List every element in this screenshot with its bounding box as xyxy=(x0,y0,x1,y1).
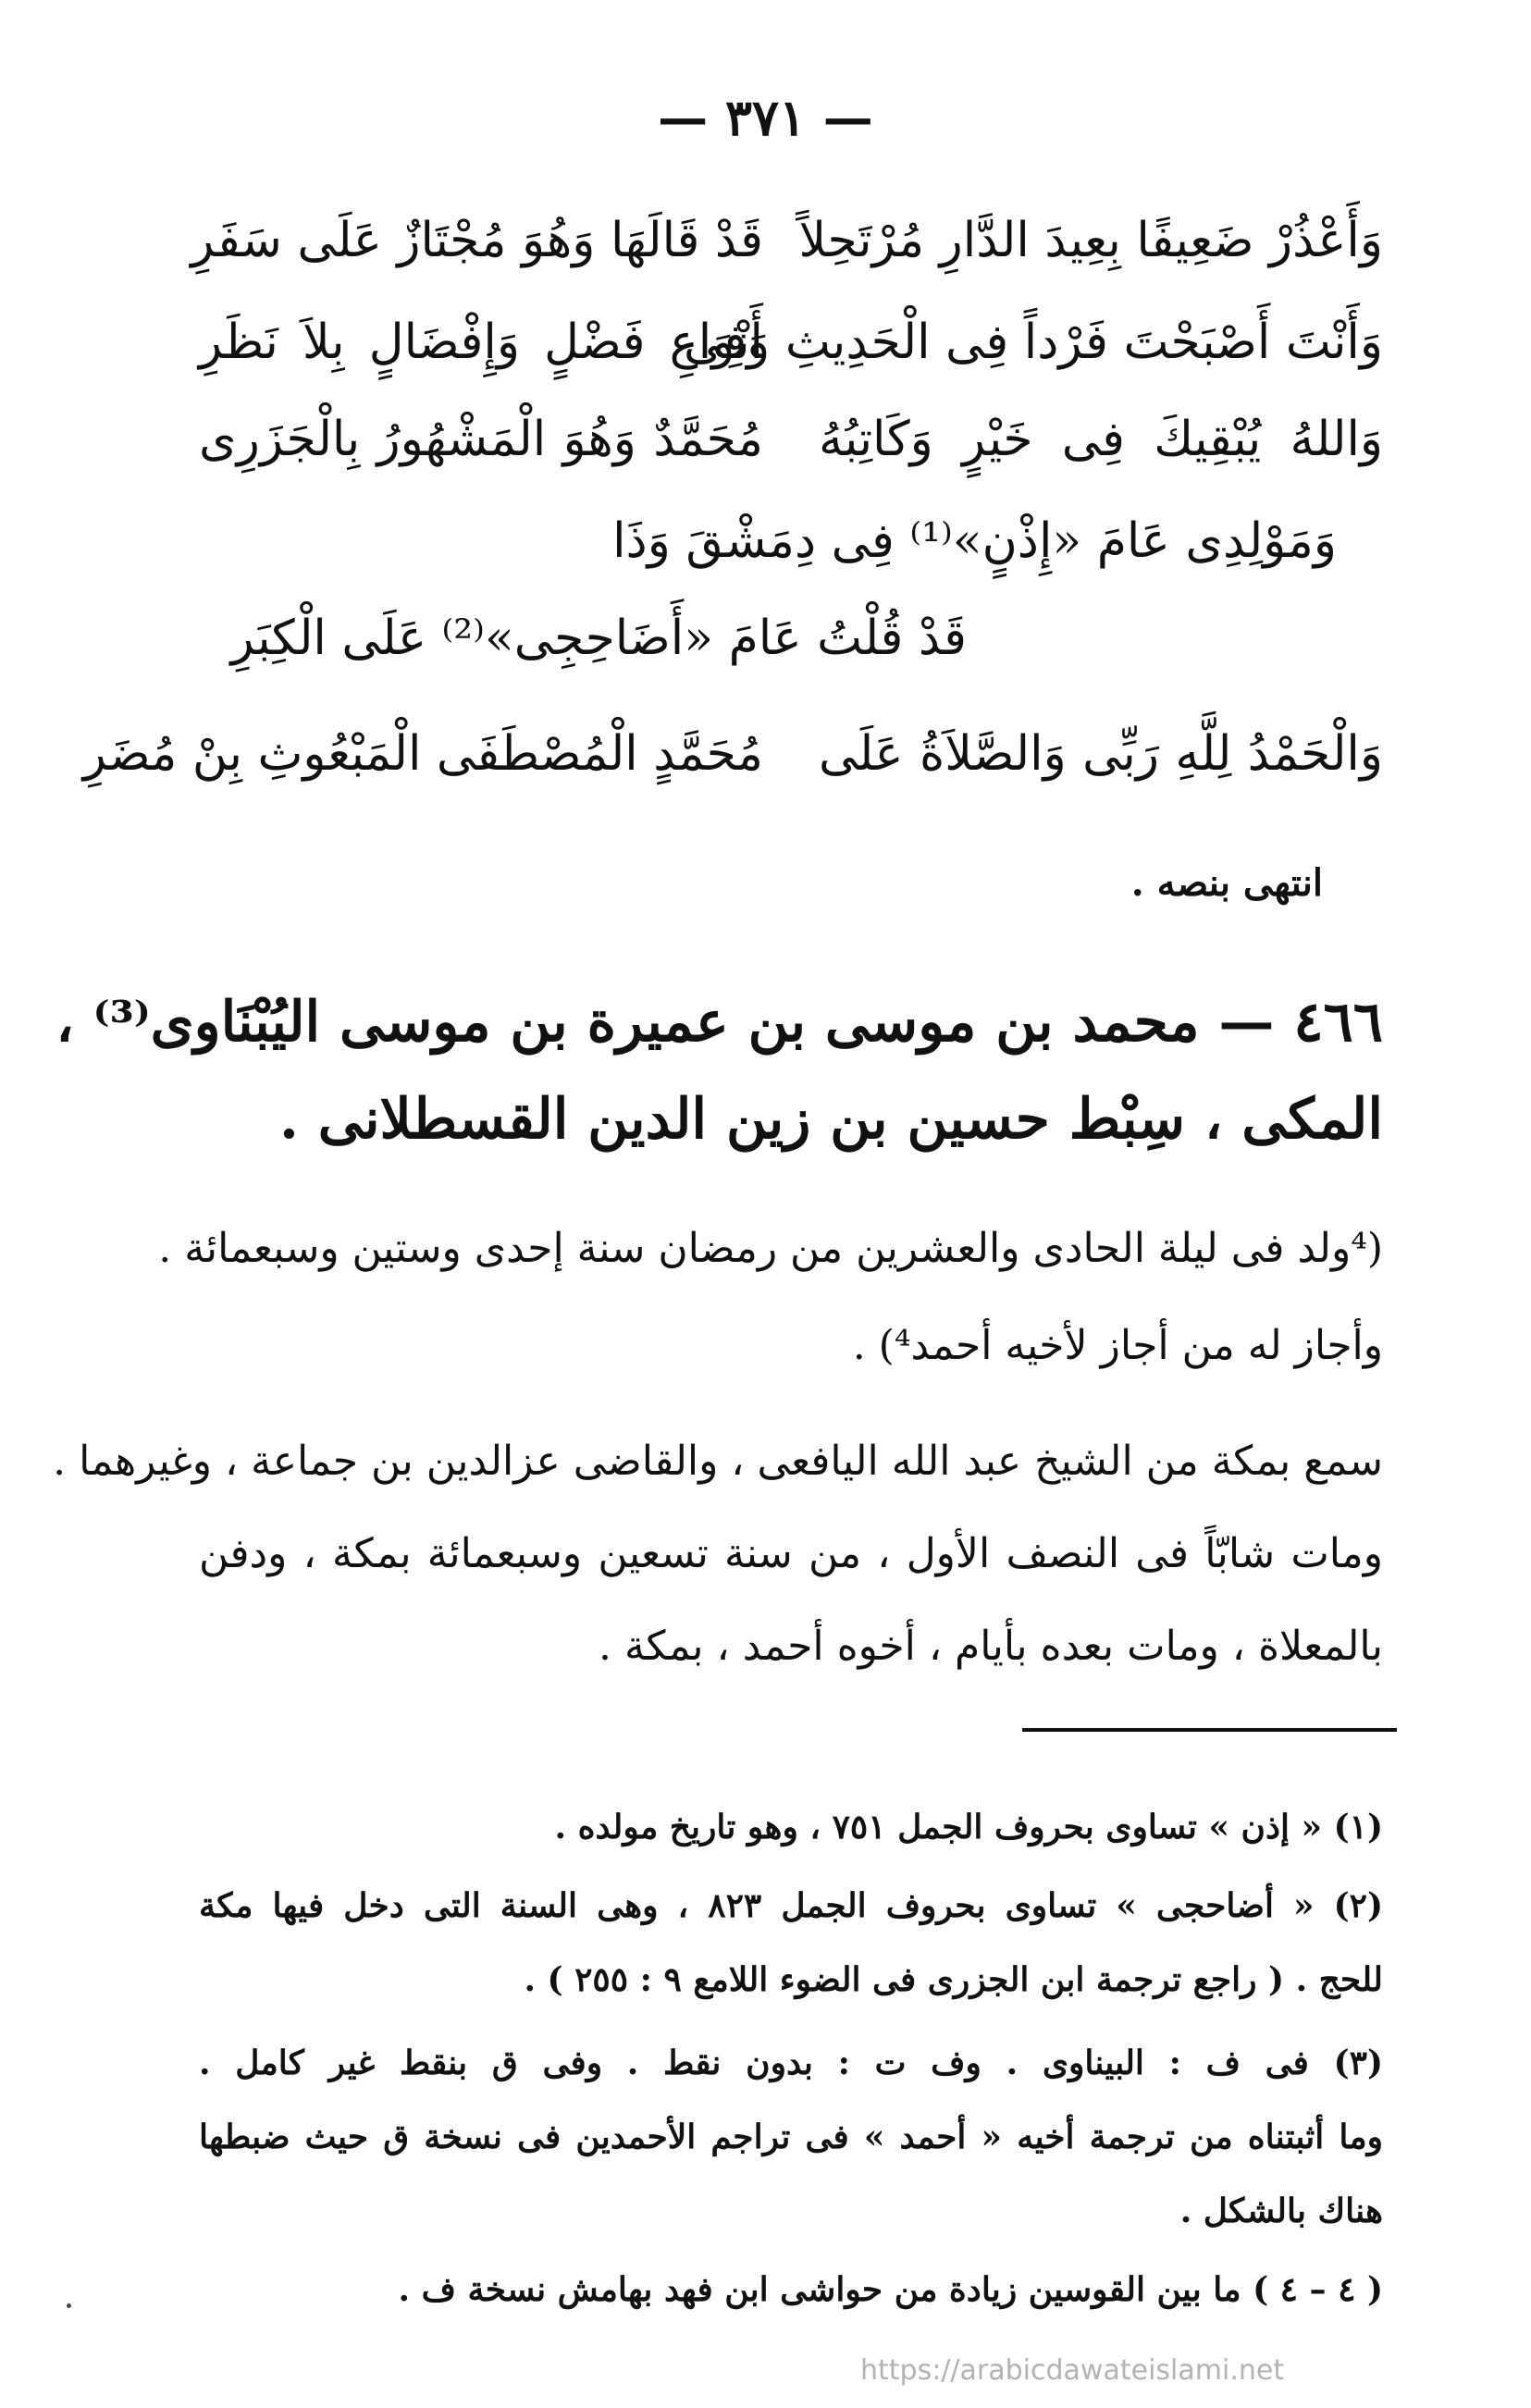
biography-line: سمع بمكة من الشيخ عبد الله اليافعى ، والقاضى عزالدين بن جماعة ، وغيرهما . xyxy=(53,1438,1383,1485)
entry-heading-line-2: المكى ، سِبْط حسين بن زين الدين القسطلانى . xyxy=(279,1087,1383,1152)
verse-second-hemistich: قَدْ قَالَهَا وَهُوَ مُجْتَازٌ عَلَى سَفَرِ xyxy=(191,213,763,268)
verse-first-hemistich: وَالْحَمْدُ لِلَّهِ رَبِّى وَالصَّلاَةُ عَلَى xyxy=(819,726,1383,782)
poem-verse xyxy=(82,712,1383,796)
verse-first-hemistich: وَاللهُ يُبْقِيكَ فِى خَيْرٍ وَكَاتِبُهُ xyxy=(819,412,1383,467)
biography-line: ومات شابّاً فى النصف الأول ، من سنة تسعين وسبعمائة بمكة ، ودفن xyxy=(199,1530,1383,1577)
footnote: (١) « إذن » تساوى بحروف الجمل ٧٥١ ، وهو تاريخ مولده . xyxy=(554,1808,1383,1846)
footnote: (٣) فى ف : البيناوى . وف ت : بدون نقط . وفى ق بنقط غير كامل . xyxy=(199,2044,1383,2082)
biography-line: بالمعلاة ، ومات بعده بأيام ، أخوه أحمد ، بمكة . xyxy=(598,1623,1383,1670)
footnote: للحج . ( راجع ترجمة ابن الجزرى فى الضوء اللامع ٩ : ٢٥٥ ) . xyxy=(524,1960,1383,1999)
footnote: وما أثبتناه من ترجمة أخيه « أحمد » فى تراجم الأحمدين فى نسخة ق حيث ضبطها xyxy=(199,2118,1383,2156)
verse-first-hemistich: وَأَعْذُرْ ضَعِيفًا بِعِيدَ الدَّارِ مُرْتَحِلاً xyxy=(798,213,1383,268)
verse-first-hemistich: وَمَوْلِدِى عَامَ «إِذْنٍ»⁽¹⁾ فِى دِمَشْقَ وَذَا xyxy=(612,513,1337,569)
verse-second-hemistich: أَنْوَاعِ فَضْلٍ وَإِفْضَالٍ بِلاَ نَظَرِ xyxy=(199,315,763,370)
verse-first-hemistich: وَأَنْتَ أَصْبَحْتَ فَرْداً فِى الْحَدِيثِ وَفِى xyxy=(683,315,1383,370)
biography-line: وأجاز له من أجاز لأخيه أحمد⁴) . xyxy=(852,1322,1383,1369)
watermark-url: https://arabicdawateislami.net xyxy=(860,2354,1285,2387)
page-number: — ٣٧١ — xyxy=(658,88,873,147)
scan-speck xyxy=(67,2303,71,2308)
footnote: ( ٤ – ٤ ) ما بين القوسين زيادة من حواشى ابن فهد بهامش نسخة ف . xyxy=(398,2270,1383,2309)
verse-second-hemistich: مُحَمَّدٍ الْمُصْطَفَى الْمَبْعُوثِ بِنْ مُضَرِ xyxy=(82,726,763,782)
poem-verse xyxy=(199,398,1383,481)
footnote: هناك بالشكل . xyxy=(1179,2192,1383,2230)
poem-verse xyxy=(191,199,1383,282)
poem-verse xyxy=(199,301,1383,384)
verse-second-hemistich: مُحَمَّدٌ وَهُوَ الْمَشْهُورُ بِالْجَزَرِى xyxy=(199,412,763,467)
end-of-quote-note: انتهى بنصه . xyxy=(1130,861,1323,905)
biography-line: (⁴ولد فى ليلة الحادى والعشرين من رمضان سنة إحدى وستين وسبعمائة . xyxy=(158,1225,1383,1272)
entry-heading-line-1: ٤٦٦ — محمد بن موسى بن عميرة بن موسى اليُبْنَاوى⁽³⁾ ، xyxy=(56,990,1383,1055)
verse-second-hemistich: قَدْ قُلْتُ عَامَ «أَضَاحِجِى»⁽²⁾ عَلَى الْكِبَرِ xyxy=(230,611,967,666)
footnote: (٢) « أضاحجى » تساوى بحروف الجمل ٨٢٣ ، وهى السنة التى دخل فيها مكة xyxy=(199,1886,1384,1925)
footnote-separator xyxy=(1022,1728,1397,1732)
